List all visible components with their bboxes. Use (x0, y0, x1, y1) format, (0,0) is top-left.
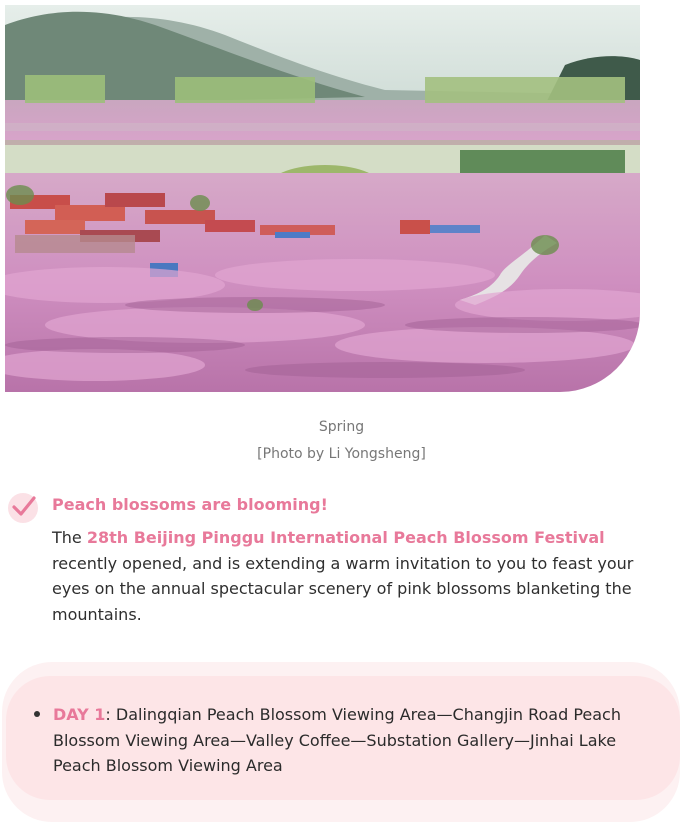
itinerary-day-label: DAY 1 (53, 705, 106, 724)
itinerary-route: : Dalingqian Peach Blossom Viewing Area—Changjin Road Peach Blossom Viewing Area—Valley Coffee—Substation Gallery—Jinhai Lake Peach Blossom Viewing Area (53, 705, 621, 775)
festival-name: 28th Beijing Pinggu International Peach Blossom Festival (86, 528, 605, 547)
photo-caption-credit: [Photo by Li Yongsheng] (257, 446, 426, 462)
itinerary-item (53, 702, 648, 779)
peach-blossom-photo (5, 5, 640, 392)
intro-text-after: recently opened, and is extending a warm invitation to you to feast your eyes on the annual spectacular scenery of pink blossoms blanketing the mountains. (52, 553, 634, 624)
section-heading: Peach blossoms are blooming! (52, 495, 328, 514)
check-icon (7, 492, 39, 524)
photo-caption-season: Spring (318, 419, 365, 435)
list-bullet (34, 711, 40, 717)
intro-paragraph (52, 525, 662, 627)
intro-text-before: The (52, 528, 87, 547)
